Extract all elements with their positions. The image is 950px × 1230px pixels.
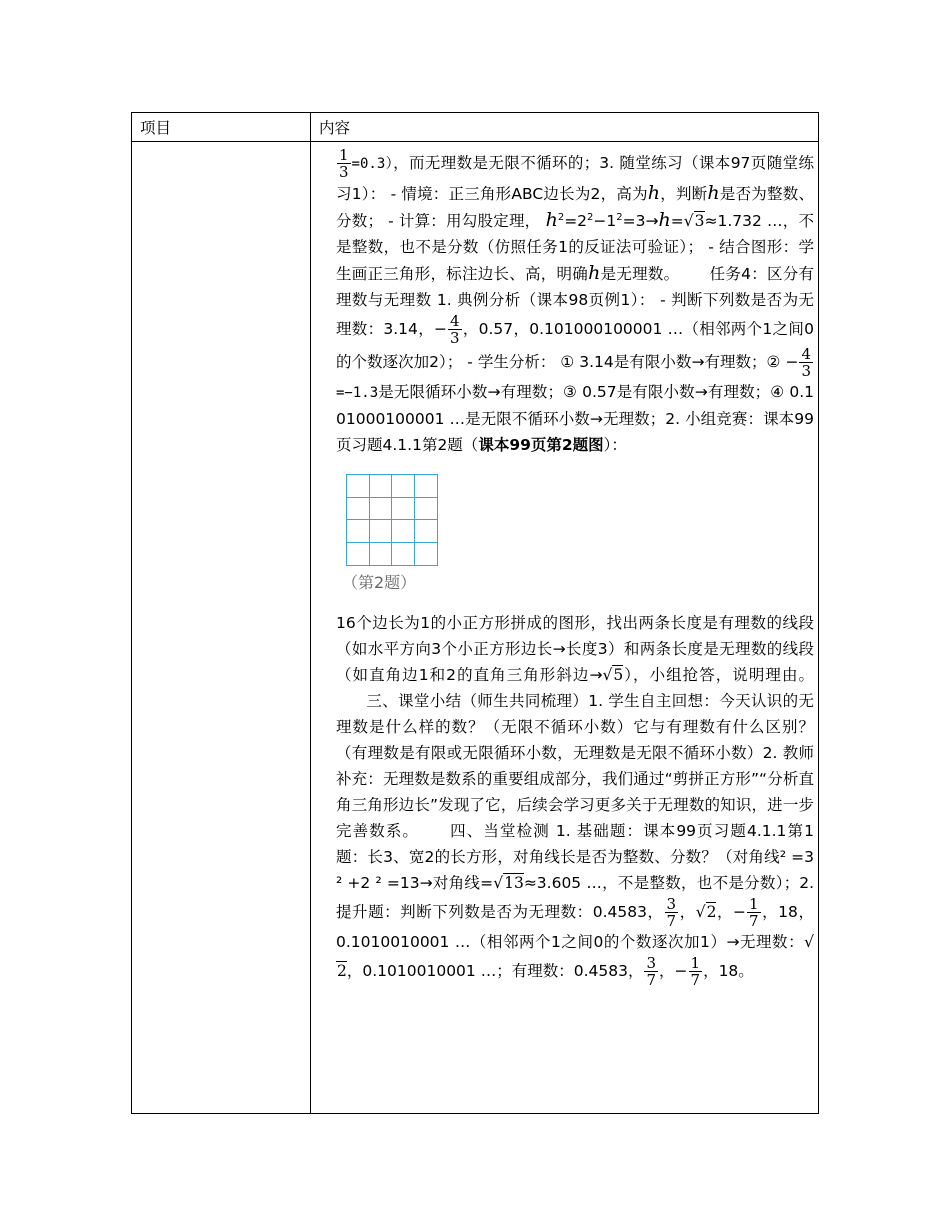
- fraction-three-sevenths: $\frac{3}{7}$: [666, 895, 677, 930]
- sqrt-13: √13: [493, 874, 524, 892]
- fraction-one-third: $\frac{1}{3}$: [339, 146, 349, 181]
- figure-caption: （第2题）: [342, 573, 417, 592]
- fraction-one-seventh: $\frac{1}{7}$: [749, 895, 759, 930]
- fraction-three-sevenths: $\frac{3}{7}$: [646, 954, 656, 989]
- header-item: 项目: [140, 119, 172, 137]
- sqrt-5: √5: [602, 666, 624, 684]
- header-divider: [132, 141, 818, 142]
- content-cell: $\frac{1}{3}$ =0.3），而无理数是无限不循环的；3. 随堂练习（课本97页随堂练习1）： - 情境：正三角形ABC边长为2，高为h，判断h是否为整数、分数； - 计算：用勾股定理， $h^2=2^2-1^2=3\to h=√3\approx 1.732$ …，不是整数，也不是分数（仿照任务1的反证法可验证）； - 结合图形：学生画正三角形，标注边长、高，明确h是无理数。 任务4：区分有理数与无理数 1. 典例分析（课本98页例1）： - 判断下列数是否为无理数：3.14，− $\frac{4}{3}$ ，0.57，0.101000100001 …（相邻两个1之间0的个数逐次加2）； - 学生分析： ① 3.14是有限小数→有理数；② − $\frac{4}{3}$ =−1.3是无限循环小数→有理数；③ 0.57是有限小数→有理数；④ 0.101000100001 …是无限不循环小数→无理数；2. 小组竞赛：课本99页习题4.1.1第2题（课本99页第2题图）： （第2题） 16个边长为1的小正方形拼成的图形，找出两条长度是有理数的线段（如水平方向3个小正方形边长→长度3）和两条长度是无理数的线段（如直角边1和2的直角三角形斜边→√5），小组抢答，说明理由。三、课堂小结（师生共同梳理）1. 学生自主回想：今天认识的无理数是什么样的数？（无限不循环小数）它与有理数有什么区别？（有理数是有限或无限循环小数，无理数是无限不循环小数）2. 教师补充：无理数是数系的重要组成部分，我们通过“剪拼正方形”“分析直角三角形边长”发现了它，后续会学习更多关于无理数的知识，进一步完善数系。 四、当堂检测 1. 基础题：课本99页习题4.1.1第1题：长3、宽2的长方形，对角线长是否为整数、分数？（对角线² =3 ² +2 ² =13→对角线=√13≈3.605 …，不是整数，也不是分数）；2. 提升题：判断下列数是否为无理数：0.4583， $\frac{3}{7}$ ，√2，− $\frac{1}{7}$ ，18，0.1010010001 …（相邻两个1之间0的个数逐次加1）→无理数：√2，0.1010010001 …；有理数：0.4583， $\frac{3}{7}$ ，− $\frac{1}{7}$ ，18。: [336, 146, 815, 989]
- fraction-one-seventh: $\frac{1}{7}$: [690, 954, 701, 989]
- square-grid: [346, 474, 438, 566]
- grid-figure: [342, 474, 442, 596]
- column-divider: [310, 113, 311, 1113]
- fraction-four-thirds: $\frac{4}{3}$: [450, 312, 460, 347]
- sqrt-2: √2: [337, 933, 814, 980]
- sqrt-3: √3: [683, 212, 705, 230]
- header-content: 内容: [319, 119, 351, 137]
- lesson-table: [131, 112, 819, 1114]
- sqrt-2: √2: [695, 903, 717, 921]
- fraction-four-thirds: $\frac{4}{3}$: [801, 345, 811, 380]
